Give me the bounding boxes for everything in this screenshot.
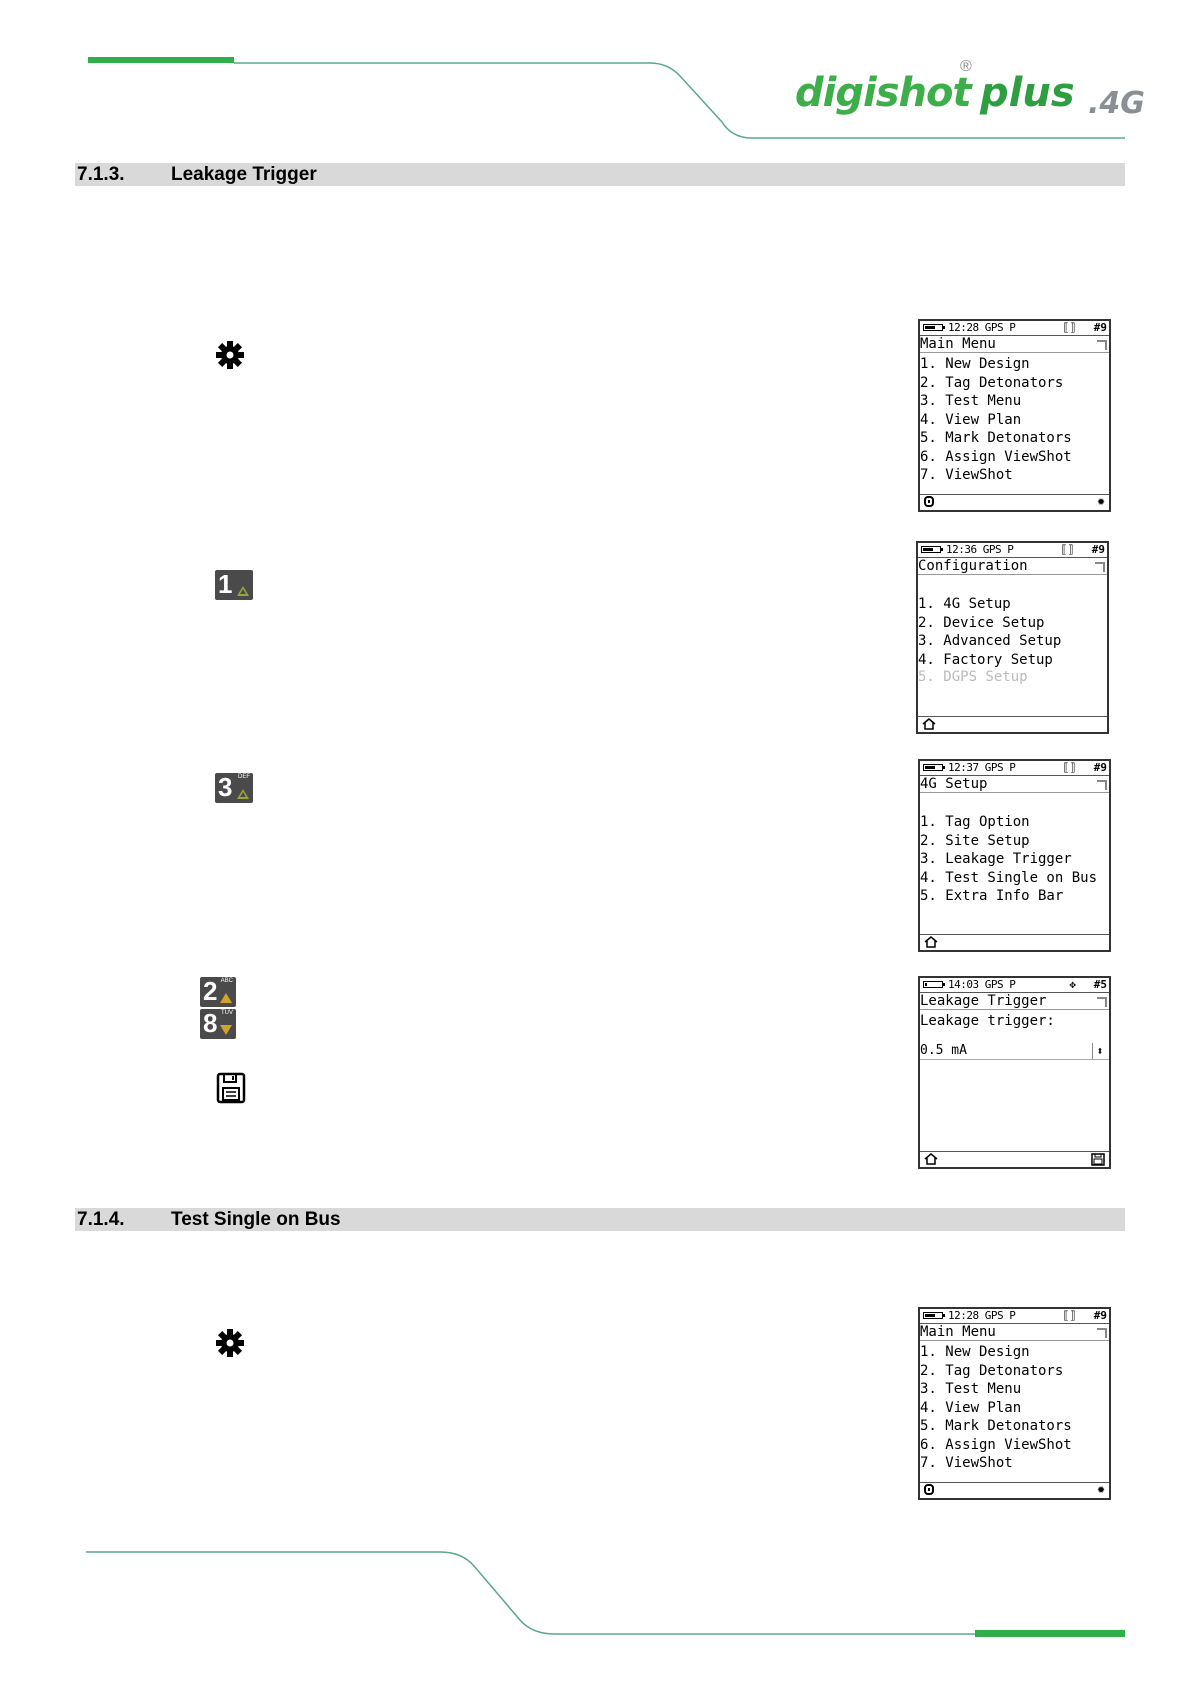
device-screen-configuration bbox=[916, 541, 1109, 734]
status-time: 12:36 GPS P bbox=[946, 543, 1014, 556]
device-link-icon: ⟦⟧ bbox=[1062, 321, 1076, 334]
screen-title: Configuration bbox=[918, 558, 1107, 575]
device-number: #9 bbox=[1091, 543, 1105, 556]
logo-plus: plus bbox=[980, 70, 1075, 116]
leakage-trigger-value: 0.5 mA bbox=[920, 1043, 967, 1058]
corner-icon bbox=[1097, 780, 1107, 790]
save-icon bbox=[216, 1072, 246, 1104]
menu-item[interactable]: 5. Mark Detonators bbox=[920, 1418, 1072, 1434]
softkey-bar bbox=[920, 1482, 1109, 1498]
up-arrow-icon bbox=[220, 993, 232, 1003]
key-digit: 8 bbox=[203, 1008, 218, 1038]
menu-item[interactable]: 2. Site Setup bbox=[920, 832, 1030, 849]
screen-title: 4G Setup bbox=[920, 776, 1109, 793]
footer-line bbox=[86, 1552, 975, 1634]
settings-gear-icon bbox=[215, 340, 245, 370]
menu-list bbox=[920, 1343, 1072, 1473]
section-number: 7.1.4. bbox=[77, 1209, 125, 1230]
settings-gear-icon: ✹ bbox=[1097, 1482, 1105, 1497]
status-time: 12:28 GPS P bbox=[948, 321, 1016, 334]
battery-icon bbox=[921, 546, 941, 553]
logo-4g: .4G bbox=[1088, 86, 1145, 121]
key-8-icon bbox=[200, 1009, 236, 1039]
softkey-bar bbox=[920, 934, 1109, 950]
menu-item[interactable]: 3. Test Menu bbox=[920, 1381, 1022, 1397]
key-digit: 3 bbox=[218, 772, 233, 802]
menu-item[interactable]: 5. Mark Detonators bbox=[920, 430, 1072, 446]
battery-icon bbox=[923, 324, 943, 331]
device-screen-leakage-trigger bbox=[918, 976, 1111, 1169]
device-screen-main-menu bbox=[918, 319, 1111, 512]
corner-icon bbox=[1097, 1328, 1107, 1338]
status-bar bbox=[920, 761, 1109, 776]
device-number: #9 bbox=[1093, 321, 1107, 334]
menu-list bbox=[920, 813, 1097, 906]
battery-icon bbox=[923, 981, 943, 988]
leakage-trigger-value-field[interactable] bbox=[920, 1043, 1109, 1060]
key-letters: ABC bbox=[220, 978, 233, 984]
screen-title: Main Menu bbox=[920, 336, 1109, 353]
softkey-bar bbox=[920, 494, 1109, 510]
menu-item[interactable]: 1. New Design bbox=[920, 356, 1030, 372]
corner-icon bbox=[1097, 997, 1107, 1007]
menu-item[interactable]: 4. View Plan bbox=[920, 411, 1022, 428]
key-letters: DEF bbox=[238, 774, 250, 780]
key-letters: TUV bbox=[221, 1010, 233, 1016]
lock-icon bbox=[924, 496, 934, 510]
menu-item[interactable]: 6. Assign ViewShot bbox=[920, 448, 1072, 465]
menu-item[interactable]: 2. Device Setup bbox=[918, 614, 1045, 631]
key-2-icon bbox=[200, 977, 236, 1007]
device-number: #5 bbox=[1093, 978, 1107, 991]
menu-item[interactable]: 3. Leakage Trigger bbox=[920, 851, 1072, 867]
status-bar bbox=[920, 1309, 1109, 1324]
menu-item[interactable]: 7. ViewShot bbox=[920, 467, 1013, 483]
menu-item-disabled: 5. DGPS Setup bbox=[918, 669, 1028, 685]
logo-digishot: digishot bbox=[795, 70, 971, 116]
corner-icon bbox=[1095, 562, 1105, 572]
menu-item[interactable]: 2. Tag Detonators bbox=[920, 374, 1064, 391]
section-heading-leakage-trigger bbox=[75, 163, 1125, 186]
menu-item[interactable]: 3. Advanced Setup bbox=[918, 633, 1062, 649]
device-number: #9 bbox=[1093, 1309, 1107, 1322]
menu-item[interactable]: 1. 4G Setup bbox=[918, 596, 1011, 612]
status-bar bbox=[920, 321, 1109, 336]
status-time: 14:03 GPS P bbox=[948, 978, 1016, 991]
device-screen-main-menu bbox=[918, 1307, 1111, 1500]
gps-cross-icon: ✥ bbox=[1069, 978, 1076, 991]
menu-list bbox=[920, 355, 1072, 485]
screen-title: Main Menu bbox=[920, 1324, 1109, 1341]
device-screen-4g-setup bbox=[918, 759, 1111, 952]
menu-item[interactable]: 4. Factory Setup bbox=[918, 651, 1053, 668]
softkey-bar bbox=[918, 716, 1107, 732]
down-arrow-icon bbox=[220, 1025, 232, 1035]
menu-item[interactable]: 4. Test Single on Bus bbox=[920, 869, 1098, 886]
settings-gear-icon: ✹ bbox=[1097, 494, 1105, 509]
menu-item[interactable]: 2. Tag Detonators bbox=[920, 1362, 1064, 1379]
device-link-icon: ⟦⟧ bbox=[1062, 1309, 1076, 1322]
lock-icon bbox=[924, 1484, 934, 1498]
menu-item[interactable]: 1. Tag Option bbox=[920, 814, 1030, 830]
logo-registered-mark: ® bbox=[960, 58, 972, 75]
status-time: 12:37 GPS P bbox=[948, 761, 1016, 774]
home-icon bbox=[924, 1153, 938, 1165]
key-1-icon bbox=[215, 570, 253, 600]
home-icon bbox=[924, 936, 938, 948]
menu-item[interactable]: 6. Assign ViewShot bbox=[920, 1436, 1072, 1453]
menu-item[interactable]: 4. View Plan bbox=[920, 1399, 1022, 1416]
settings-gear-icon bbox=[215, 1328, 245, 1358]
status-time: 12:28 GPS P bbox=[948, 1309, 1016, 1322]
brand-logo bbox=[795, 58, 1145, 128]
screen-title: Leakage Trigger bbox=[920, 993, 1109, 1010]
section-title: Leakage Trigger bbox=[171, 164, 317, 185]
device-link-icon: ⟦⟧ bbox=[1062, 761, 1076, 774]
section-title: Test Single on Bus bbox=[171, 1209, 341, 1230]
up-arrow-icon bbox=[237, 789, 249, 799]
footer-accent-bar bbox=[975, 1630, 1125, 1637]
up-arrow-icon bbox=[237, 586, 249, 596]
header-accent-bar bbox=[88, 57, 234, 63]
section-heading-test-single-on-bus bbox=[75, 1208, 1125, 1231]
status-bar bbox=[918, 543, 1107, 558]
save-icon bbox=[1091, 1153, 1105, 1166]
menu-item[interactable]: 1. New Design bbox=[920, 1344, 1030, 1360]
home-icon bbox=[922, 718, 936, 730]
menu-item[interactable]: 3. Test Menu bbox=[920, 393, 1022, 409]
key-digit: 2 bbox=[203, 976, 218, 1006]
device-number: #9 bbox=[1093, 761, 1107, 774]
key-3-icon bbox=[215, 773, 253, 803]
status-bar bbox=[920, 978, 1109, 993]
key-digit: 1 bbox=[218, 569, 233, 599]
corner-icon bbox=[1097, 340, 1107, 350]
menu-item[interactable]: 7. ViewShot bbox=[920, 1455, 1013, 1471]
softkey-bar bbox=[920, 1151, 1109, 1167]
battery-icon bbox=[923, 1312, 943, 1319]
menu-list bbox=[918, 595, 1061, 669]
section-number: 7.1.3. bbox=[77, 164, 125, 185]
leakage-trigger-label: Leakage trigger: bbox=[920, 1013, 1055, 1029]
menu-item[interactable]: 5. Extra Info Bar bbox=[920, 888, 1064, 904]
device-link-icon: ⟦⟧ bbox=[1060, 543, 1074, 556]
spinner-updown-icon[interactable]: ⬍ bbox=[1092, 1043, 1107, 1059]
battery-icon bbox=[923, 764, 943, 771]
